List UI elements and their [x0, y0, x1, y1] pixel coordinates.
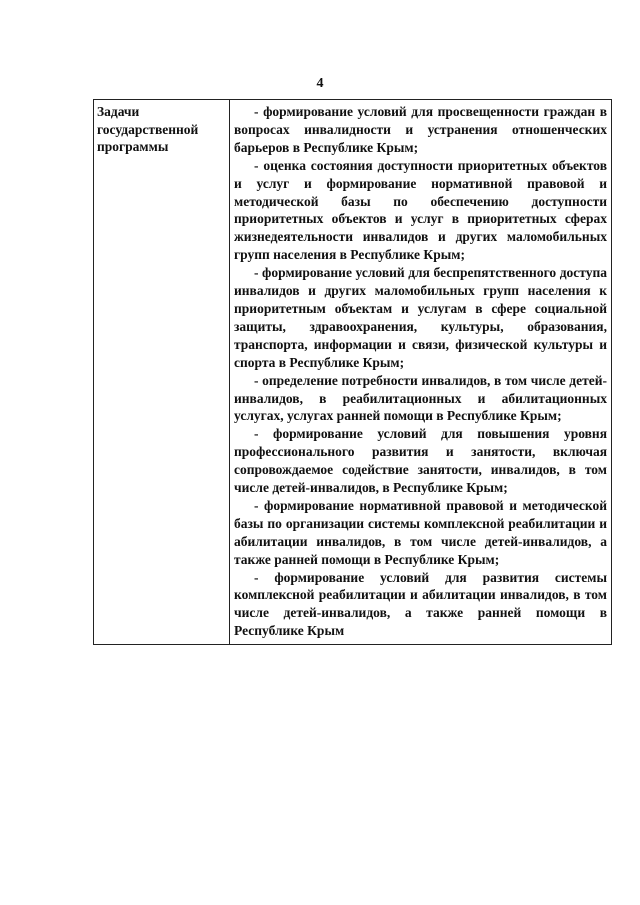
table-row — [94, 100, 612, 645]
task-item: - формирование условий для беспрепятственного доступа инвалидов и других маломобильных групп населения к приоритетным объектам и услугам в сфере социальной защиты, здравоохранения, культуры, образования, транспорта, информации и связи, физической культуры и спорта в Республике Крым; — [234, 265, 607, 370]
row-label: Задачи государственной программы — [97, 104, 199, 154]
program-table — [93, 99, 612, 645]
page-number: 4 — [316, 76, 324, 91]
task-item: - формирование условий для повышения уровня профессионального развития и занятости, включая сопровождаемое содействие занятости, инвалидов, в том числе детей-инвалидов, в Республике Крым; — [234, 426, 607, 496]
task-item: - оценка состояния доступности приоритетных объектов и услуг и формирование нормативной правовой и методической базы по обеспечению доступности приоритетных объектов и услуг в приоритетных сферах жизнедеятельности инвалидов и других маломобильных групп населения в Республике Крым; — [234, 157, 607, 263]
task-item: - формирование нормативной правовой и методической базы по организации системы комплексной реабилитации и абилитации инвалидов, в том числе детей-инвалидов, а также ранней помощи в Республике Крым; — [234, 497, 607, 567]
row-label-cell — [94, 100, 230, 645]
task-item: - формирование условий для просвещенности граждан в вопросах инвалидности и устранения отношенческих барьеров в Республике Крым; — [234, 104, 607, 155]
row-content-cell — [230, 100, 612, 645]
task-list — [230, 100, 611, 644]
task-item: - определение потребности инвалидов, в том числе детей-инвалидов, в реабилитационных и абилитационных услугах, услугах ранней помощи в Республике Крым; — [234, 372, 607, 424]
task-item: - формирование условий для развития системы комплексной реабилитации и абилитации инвалидов, в том числе детей-инвалидов, а также ранней помощи в Республике Крым — [234, 569, 607, 639]
